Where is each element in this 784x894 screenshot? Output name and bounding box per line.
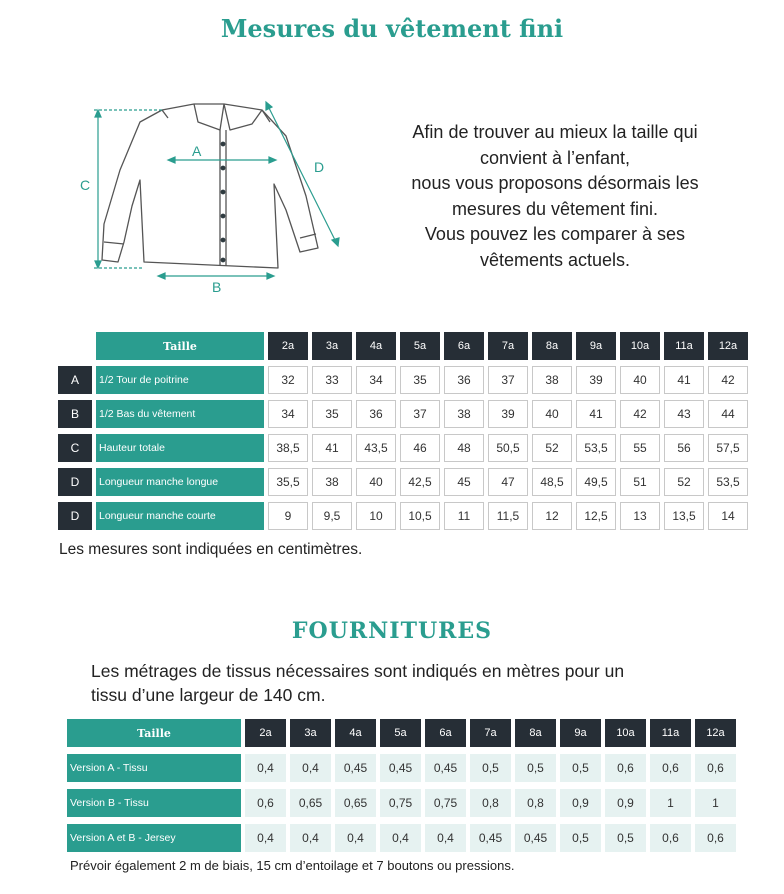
row-letter: A [58,366,92,394]
measure-value: 48,5 [532,468,572,496]
size-cell: 4a [356,332,396,360]
measure-value: 14 [708,502,748,530]
supplies-table [63,712,740,859]
measure-value: 42,5 [400,468,440,496]
measure-value: 9,5 [312,502,352,530]
intro-line: vêtements actuels. [479,249,631,270]
measure-value: 52 [532,434,572,462]
measure-value: 11 [444,502,484,530]
size-cell: 2a [245,719,286,747]
supply-value: 0,75 [380,789,421,817]
size-cell: 6a [444,332,484,360]
measure-value: 39 [488,400,528,428]
measure-value: 12,5 [576,502,616,530]
measure-value: 57,5 [708,434,748,462]
units-note: Les mesures sont indiquées en centimètres. [59,541,363,558]
measure-value: 56 [664,434,704,462]
label-b: B [212,279,222,295]
size-cell: 3a [290,719,331,747]
measure-value: 12 [532,502,572,530]
size-cell: 4a [335,719,376,747]
measure-label: Hauteur totale [96,434,264,462]
size-cell: 5a [380,719,421,747]
supply-value: 0,45 [335,754,376,782]
shirt-illustration [74,92,364,302]
size-cell: 10a [620,332,660,360]
measure-value: 55 [620,434,660,462]
row-letter: B [58,400,92,428]
supply-value: 0,6 [650,754,691,782]
measure-value: 35 [400,366,440,394]
supply-row [67,789,736,817]
supply-value: 0,4 [245,824,286,852]
intro-line: convient à l’enfant, [479,147,631,168]
measures-header-row [58,332,748,360]
size-cell: 11a [650,719,691,747]
measure-label: 1/2 Bas du vêtement [96,400,264,428]
intro-text [372,120,738,273]
supply-value: 0,5 [515,754,556,782]
measure-row [58,502,748,530]
supply-value: 1 [695,789,736,817]
measure-value: 10 [356,502,396,530]
measure-value: 41 [576,400,616,428]
size-cell: 3a [312,332,352,360]
size-cell: 9a [560,719,601,747]
supply-row [67,824,736,852]
measure-label: Longueur manche courte [96,502,264,530]
measure-value: 37 [400,400,440,428]
intro-line: mesures du vêtement fini. [451,198,659,219]
size-cell: 10a [605,719,646,747]
intro-line: Vous pouvez les comparer à ses [424,224,686,244]
measure-value: 53,5 [708,468,748,496]
size-header: Taille [96,332,264,360]
supply-label: Version A - Tissu [67,754,241,782]
measure-value: 13,5 [664,502,704,530]
measure-value: 34 [268,400,308,428]
measure-value: 11,5 [488,502,528,530]
supply-value: 0,5 [560,824,601,852]
size-cell: 7a [488,332,528,360]
supply-value: 0,4 [425,824,466,852]
size-cell: 11a [664,332,704,360]
supply-row [67,754,736,782]
supply-value: 0,65 [290,789,331,817]
measure-value: 32 [268,366,308,394]
supply-value: 0,75 [425,789,466,817]
row-letter: C [58,434,92,462]
intro-line: nous vous proposons désormais les [411,173,699,193]
measures-table [54,326,752,536]
measure-value: 46 [400,434,440,462]
supply-label: Version B - Tissu [67,789,241,817]
size-cell: 6a [425,719,466,747]
size-cell: 9a [576,332,616,360]
size-cell: 7a [470,719,511,747]
measure-label: Longueur manche longue [96,468,264,496]
footnote: Prévoir également 2 m de biais, 15 cm d’entoilage et 7 boutons ou pressions. [70,858,515,873]
measure-value: 36 [444,366,484,394]
supply-value: 0,4 [290,754,331,782]
measure-value: 13 [620,502,660,530]
measure-row [58,468,748,496]
measure-value: 40 [532,400,572,428]
supply-value: 0,6 [650,824,691,852]
intro-line: Afin de trouver au mieux la taille qui [412,122,698,142]
size-cell: 5a [400,332,440,360]
supplies-note-line: Les métrages de tissus nécessaires sont indiqués en mètres pour un [91,661,625,681]
measure-value: 38,5 [268,434,308,462]
supply-value: 1 [650,789,691,817]
measure-value: 37 [488,366,528,394]
measure-value: 33 [312,366,352,394]
supply-value: 0,6 [695,754,736,782]
measure-value: 43,5 [356,434,396,462]
supplies-note [91,659,624,707]
page-title: Mesures du vêtement fini [220,14,564,43]
supply-value: 0,5 [605,824,646,852]
label-c: C [80,177,91,193]
supply-value: 0,4 [245,754,286,782]
size-header: Taille [67,719,241,747]
supply-value: 0,9 [605,789,646,817]
size-cell: 12a [708,332,748,360]
shirt-outline [102,104,318,268]
measure-value: 39 [576,366,616,394]
header-blank [58,332,92,360]
measure-value: 51 [620,468,660,496]
supplies-title: FOURNITURES [291,618,493,644]
supply-value: 0,45 [470,824,511,852]
supply-value: 0,5 [560,754,601,782]
supply-value: 0,6 [695,824,736,852]
measure-value: 35,5 [268,468,308,496]
supply-value: 0,4 [335,824,376,852]
measure-value: 53,5 [576,434,616,462]
supply-value: 0,4 [290,824,331,852]
row-letter: D [58,468,92,496]
measure-value: 42 [620,400,660,428]
supply-value: 0,45 [515,824,556,852]
row-letter: D [58,502,92,530]
supply-value: 0,5 [470,754,511,782]
supply-value: 0,6 [245,789,286,817]
measure-value: 38 [532,366,572,394]
size-cell: 8a [532,332,572,360]
measure-value: 47 [488,468,528,496]
supply-value: 0,8 [515,789,556,817]
label-d: D [314,159,325,175]
label-a: A [192,143,202,159]
supply-value: 0,9 [560,789,601,817]
measure-row [58,434,748,462]
measure-value: 34 [356,366,396,394]
size-cell: 8a [515,719,556,747]
measure-value: 40 [356,468,396,496]
supply-value: 0,6 [605,754,646,782]
measure-row [58,366,748,394]
supply-value: 0,65 [335,789,376,817]
measure-value: 9 [268,502,308,530]
supply-value: 0,45 [380,754,421,782]
measure-value: 52 [664,468,704,496]
supply-label: Version A et B - Jersey [67,824,241,852]
measure-value: 38 [312,468,352,496]
size-cell: 2a [268,332,308,360]
measure-value: 38 [444,400,484,428]
supply-value: 0,4 [380,824,421,852]
shirt-placket [220,130,226,266]
measure-value: 42 [708,366,748,394]
measure-value: 43 [664,400,704,428]
supply-value: 0,8 [470,789,511,817]
measure-value: 36 [356,400,396,428]
measure-value: 49,5 [576,468,616,496]
measure-value: 44 [708,400,748,428]
measure-value: 48 [444,434,484,462]
measure-value: 50,5 [488,434,528,462]
size-cell: 12a [695,719,736,747]
supplies-header-row [67,719,736,747]
measure-label: 1/2 Tour de poitrine [96,366,264,394]
supply-value: 0,45 [425,754,466,782]
measure-value: 45 [444,468,484,496]
measure-value: 41 [312,434,352,462]
measure-row [58,400,748,428]
measure-value: 10,5 [400,502,440,530]
measure-value: 40 [620,366,660,394]
measure-value: 35 [312,400,352,428]
measure-value: 41 [664,366,704,394]
supplies-note-line: tissu d’une largeur de 140 cm. [91,685,326,705]
